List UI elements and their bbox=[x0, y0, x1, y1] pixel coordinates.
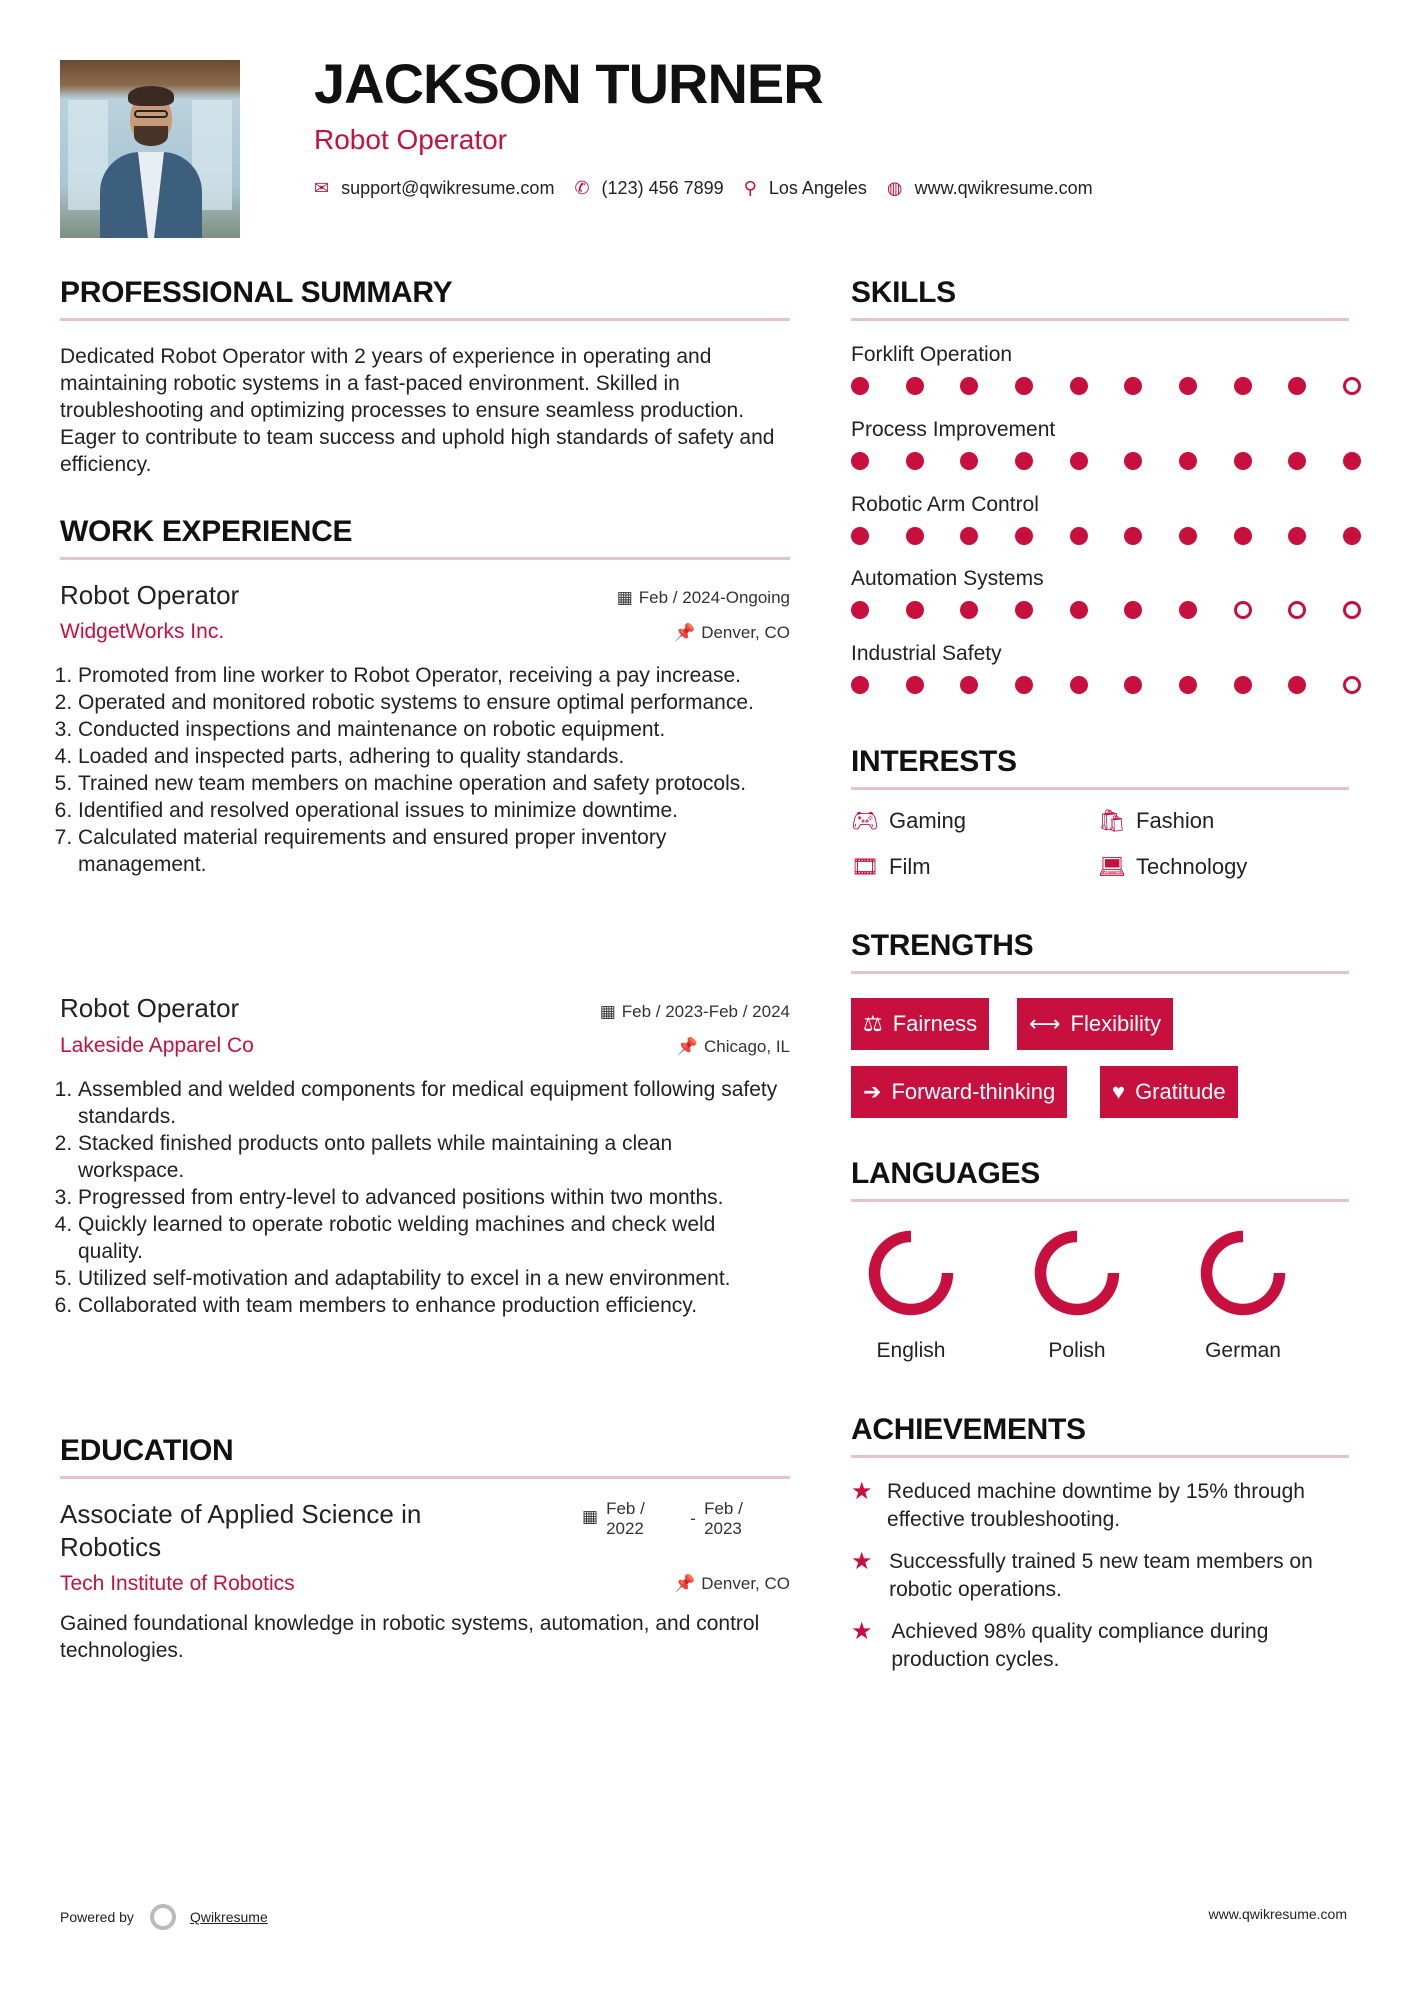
language-gauge bbox=[1195, 1225, 1291, 1321]
skill-dot bbox=[1343, 452, 1361, 470]
section-divider bbox=[60, 557, 790, 560]
skill-dot bbox=[1234, 452, 1252, 470]
skill-dot bbox=[1070, 601, 1088, 619]
balance-scale-icon: ⚖ bbox=[863, 1011, 883, 1036]
skill-dot bbox=[1015, 452, 1033, 470]
laptop-icon: 💻︎ bbox=[1098, 854, 1126, 879]
strength-tag: ♥ Gratitude bbox=[1100, 1066, 1238, 1118]
skill-dot bbox=[960, 377, 978, 395]
language-name: German bbox=[1205, 1339, 1281, 1362]
experience-heading: WORK EXPERIENCE bbox=[60, 515, 353, 548]
footer-powered bbox=[60, 1904, 268, 1930]
section-divider bbox=[851, 1199, 1349, 1202]
skill-dot bbox=[851, 527, 869, 545]
education-description: Gained foundational knowledge in robotic systems, automation, and control technologies. bbox=[60, 1612, 760, 1662]
skill-dot bbox=[1343, 377, 1361, 395]
list-item: 5. Utilized self-motivation and adaptability to excel in a new environment. bbox=[78, 1265, 780, 1292]
job-company: Lakeside Apparel Co bbox=[60, 1034, 254, 1057]
achievement-item: ★ Successfully trained 5 new team members on robotic operations. bbox=[851, 1548, 1313, 1601]
language-item bbox=[1183, 1225, 1303, 1363]
language-gauge bbox=[1029, 1225, 1125, 1321]
interest-item: 🎮︎ Gaming bbox=[851, 808, 967, 833]
skills-list bbox=[851, 343, 1361, 717]
skill-dot bbox=[1124, 676, 1142, 694]
job-location: 📌 Chicago, IL bbox=[676, 1037, 790, 1056]
candidate-title: Robot Operator bbox=[314, 124, 507, 155]
skill-dot bbox=[1288, 377, 1306, 395]
footer-website[interactable]: www.qwikresume.com bbox=[1208, 1906, 1347, 1922]
profile-photo bbox=[60, 60, 240, 238]
skill-dot bbox=[960, 676, 978, 694]
calendar-icon: ▦ bbox=[599, 1002, 616, 1021]
film-icon: 🎞︎ bbox=[851, 854, 879, 879]
language-gauge bbox=[863, 1225, 959, 1321]
list-item: 4. Quickly learned to operate robotic welding machines and check weld quality. bbox=[78, 1211, 780, 1265]
skill-dot bbox=[906, 676, 924, 694]
achievements-heading: ACHIEVEMENTS bbox=[851, 1413, 1086, 1446]
skill-dot bbox=[1234, 527, 1252, 545]
skill-dot bbox=[1288, 676, 1306, 694]
heart-icon: ♥ bbox=[1112, 1079, 1126, 1104]
skill-item bbox=[851, 567, 1361, 642]
shopping-bag-icon: 🛍︎ bbox=[1098, 808, 1126, 833]
skill-dot bbox=[906, 452, 924, 470]
summary-text: Dedicated Robot Operator with 2 years of experience in operating and maintaining robotic systems in a fast-paced environment. Skilled in troubleshooting and optimizing processes to ensure seamless production. Eager to contribute to team success and uphold high standards of safety and efficiency. bbox=[60, 345, 775, 476]
globe-icon: ◍ bbox=[886, 178, 903, 198]
arrows-horizontal-icon: ⟷ bbox=[1029, 1011, 1061, 1036]
section-divider bbox=[851, 318, 1349, 321]
candidate-name: JACKSON TURNER bbox=[314, 52, 823, 115]
skill-dot bbox=[906, 527, 924, 545]
strength-tag: ➔ Forward-thinking bbox=[851, 1066, 1067, 1118]
skill-dot bbox=[851, 601, 869, 619]
list-item: 2. Stacked finished products onto pallets while maintaining a clean workspace. bbox=[78, 1130, 780, 1184]
skill-dot bbox=[1124, 377, 1142, 395]
interest-item: 🛍︎ Fashion bbox=[1098, 808, 1215, 833]
skill-dot bbox=[1015, 377, 1033, 395]
languages-heading: LANGUAGES bbox=[851, 1157, 1040, 1190]
section-divider bbox=[60, 318, 790, 321]
degree-title: Associate of Applied Science in Robotics bbox=[60, 1499, 422, 1562]
pushpin-icon: 📌 bbox=[676, 1037, 698, 1056]
section-divider bbox=[851, 787, 1349, 790]
skill-dot bbox=[1070, 452, 1088, 470]
contact-bar bbox=[314, 178, 1113, 199]
language-item bbox=[851, 1225, 971, 1363]
list-item: 1. Promoted from line worker to Robot Operator, receiving a pay increase. bbox=[78, 662, 760, 689]
education-dates: ▦ Feb / 2022 - Feb / 2023 bbox=[582, 1499, 743, 1538]
skill-rating bbox=[851, 377, 1361, 395]
skill-dot bbox=[1070, 527, 1088, 545]
contact-phone[interactable]: (123) 456 7899 bbox=[601, 178, 724, 198]
education-location: 📌 Denver, CO bbox=[674, 1574, 790, 1593]
skill-rating bbox=[851, 676, 1361, 694]
phone-icon: ✆ bbox=[574, 178, 590, 198]
calendar-icon: ▦ bbox=[616, 588, 633, 607]
skill-dot bbox=[1179, 452, 1197, 470]
skill-dot bbox=[960, 452, 978, 470]
skill-dot bbox=[1288, 452, 1306, 470]
list-item: 4. Loaded and inspected parts, adhering to quality standards. bbox=[78, 743, 760, 770]
powered-by-label: Powered by bbox=[60, 1909, 134, 1925]
language-gauge-arc bbox=[1207, 1237, 1280, 1310]
language-gauge-arc bbox=[875, 1237, 948, 1310]
pushpin-icon: 📌 bbox=[674, 1574, 696, 1593]
language-name: Polish bbox=[1048, 1339, 1106, 1362]
job-bullets bbox=[60, 1076, 780, 1319]
brand-link[interactable]: Qwikresume bbox=[189, 1909, 268, 1925]
skill-dot bbox=[1015, 527, 1033, 545]
skill-rating bbox=[851, 527, 1361, 545]
list-item: 3. Conducted inspections and maintenance on robotic equipment. bbox=[78, 716, 760, 743]
strength-tag: ⟷ Flexibility bbox=[1017, 998, 1173, 1050]
skill-name: Robotic Arm Control bbox=[851, 493, 1039, 516]
strength-tag: ⚖ Fairness bbox=[851, 998, 989, 1050]
skill-item bbox=[851, 642, 1361, 717]
pushpin-icon: 📌 bbox=[674, 623, 696, 642]
job-title: Robot Operator bbox=[60, 580, 240, 610]
list-item: 6. Collaborated with team members to enhance production efficiency. bbox=[78, 1292, 780, 1319]
job-dates: ▦ Feb / 2024-Ongoing bbox=[616, 588, 790, 607]
skill-dot bbox=[1124, 527, 1142, 545]
skill-dot bbox=[1288, 601, 1306, 619]
skill-dot bbox=[1124, 452, 1142, 470]
skill-dot bbox=[1124, 601, 1142, 619]
achievement-item: ★ Reduced machine downtime by 15% through effective troubleshooting. bbox=[851, 1478, 1305, 1531]
contact-email[interactable]: support@qwikresume.com bbox=[341, 178, 555, 198]
star-icon: ★ bbox=[851, 1618, 873, 1645]
qwikresume-logo-icon bbox=[150, 1904, 176, 1930]
education-heading: EDUCATION bbox=[60, 1434, 234, 1467]
skill-name: Forklift Operation bbox=[851, 343, 1013, 366]
gamepad-icon: 🎮︎ bbox=[851, 808, 879, 833]
language-item bbox=[1017, 1225, 1137, 1363]
list-item: 6. Identified and resolved operational issues to minimize downtime. bbox=[78, 797, 760, 824]
skill-dot bbox=[1234, 676, 1252, 694]
skill-item bbox=[851, 418, 1361, 493]
skill-dot bbox=[1343, 527, 1361, 545]
job-company: WidgetWorks Inc. bbox=[60, 620, 225, 643]
skill-dot bbox=[1015, 601, 1033, 619]
skill-rating bbox=[851, 452, 1361, 470]
job-dates: ▦ Feb / 2023-Feb / 2024 bbox=[599, 1002, 790, 1021]
arrow-right-icon: ➔ bbox=[863, 1079, 882, 1104]
skill-dot bbox=[1343, 676, 1361, 694]
skill-dot bbox=[1288, 527, 1306, 545]
job-bullets bbox=[60, 662, 760, 878]
skill-dot bbox=[1343, 601, 1361, 619]
skill-dot bbox=[906, 377, 924, 395]
list-item: 2. Operated and monitored robotic systems to ensure optimal performance. bbox=[78, 689, 760, 716]
skill-item bbox=[851, 493, 1361, 567]
interests-heading: INTERESTS bbox=[851, 745, 1017, 778]
skill-dot bbox=[1234, 601, 1252, 619]
job-location: 📌 Denver, CO bbox=[674, 623, 790, 642]
skills-heading: SKILLS bbox=[851, 276, 956, 309]
envelope-icon: ✉ bbox=[314, 178, 330, 198]
skill-dot bbox=[960, 527, 978, 545]
calendar-icon: ▦ bbox=[582, 1507, 599, 1526]
skill-dot bbox=[906, 601, 924, 619]
achievement-item: ★ Achieved 98% quality compliance during production cycles. bbox=[851, 1618, 1269, 1671]
contact-website[interactable]: www.qwikresume.com bbox=[914, 178, 1093, 198]
skill-name: Process Improvement bbox=[851, 418, 1056, 441]
job-title: Robot Operator bbox=[60, 993, 240, 1023]
skill-dot bbox=[1070, 676, 1088, 694]
skill-dot bbox=[851, 676, 869, 694]
skill-dot bbox=[1179, 676, 1197, 694]
skill-dot bbox=[1015, 676, 1033, 694]
skill-dot bbox=[1179, 527, 1197, 545]
section-divider bbox=[60, 1476, 790, 1479]
skill-dot bbox=[1234, 377, 1252, 395]
interest-item: 🎞︎ Film bbox=[851, 854, 931, 879]
skill-dot bbox=[851, 452, 869, 470]
star-icon: ★ bbox=[851, 1548, 873, 1575]
section-divider bbox=[851, 971, 1349, 974]
list-item: 7. Calculated material requirements and ensured proper inventory management. bbox=[78, 824, 760, 878]
skill-item bbox=[851, 343, 1361, 418]
summary-heading: PROFESSIONAL SUMMARY bbox=[60, 276, 453, 309]
language-gauge-arc bbox=[1041, 1237, 1114, 1310]
list-item: 5. Trained new team members on machine operation and safety protocols. bbox=[78, 770, 760, 797]
school-name: Tech Institute of Robotics bbox=[60, 1572, 295, 1595]
language-name: English bbox=[876, 1339, 946, 1362]
skill-name: Automation Systems bbox=[851, 567, 1044, 590]
skill-dot bbox=[1179, 377, 1197, 395]
interest-item: 💻︎ Technology bbox=[1098, 854, 1248, 879]
skill-dot bbox=[960, 601, 978, 619]
skill-dot bbox=[1070, 377, 1088, 395]
contact-location: Los Angeles bbox=[768, 178, 867, 198]
star-icon: ★ bbox=[851, 1478, 873, 1505]
strengths-heading: STRENGTHS bbox=[851, 929, 1034, 962]
list-item: 3. Progressed from entry-level to advanced positions within two months. bbox=[78, 1184, 780, 1211]
list-item: 1. Assembled and welded components for medical equipment following safety standards. bbox=[78, 1076, 780, 1130]
skill-dot bbox=[851, 377, 869, 395]
skill-name: Industrial Safety bbox=[851, 642, 1002, 665]
skill-dot bbox=[1179, 601, 1197, 619]
map-pin-icon: ⚲ bbox=[743, 178, 757, 198]
skill-rating bbox=[851, 601, 1361, 619]
section-divider bbox=[851, 1455, 1349, 1458]
